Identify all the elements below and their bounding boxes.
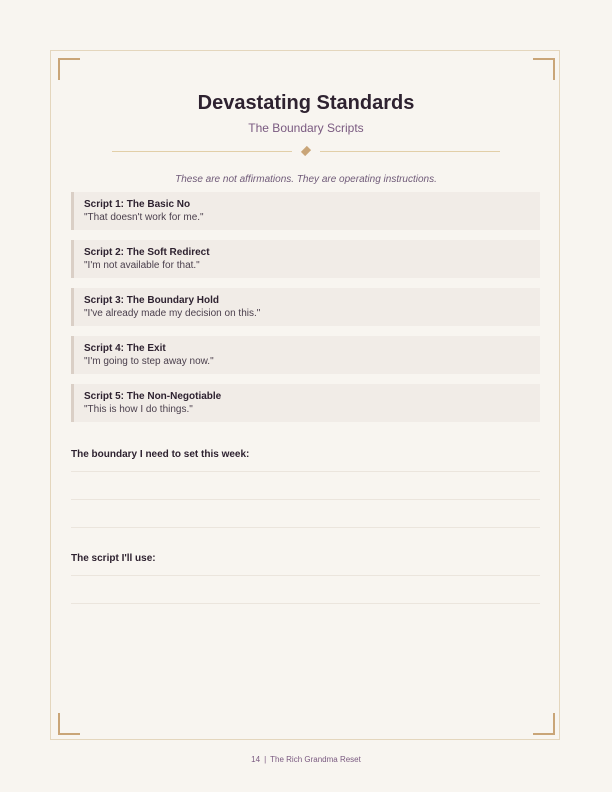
script-card-5 — [71, 384, 540, 422]
script-heading: Script 5: The Non-Negotiable — [84, 391, 222, 402]
corner-ornament-top-right — [533, 58, 555, 80]
corner-ornament-bottom-left — [58, 713, 80, 735]
script-text: "I'm not available for that." — [84, 260, 200, 271]
script-card-4 — [71, 336, 540, 374]
script-heading: Script 4: The Exit — [84, 343, 166, 354]
intro-text: These are not affirmations. They are operating instructions. — [175, 174, 437, 185]
script-write-line-1[interactable] — [71, 575, 540, 576]
boundary-prompt-label: The boundary I need to set this week: — [71, 449, 250, 460]
page-number: 14 — [251, 755, 261, 764]
page-title: Devastating Standards — [197, 92, 415, 114]
script-text: "That doesn't work for me." — [84, 212, 204, 223]
script-text: "I'm going to step away now." — [84, 356, 214, 367]
script-text: "This is how I do things." — [84, 404, 193, 415]
boundary-write-line-3[interactable] — [71, 527, 540, 528]
script-prompt-label: The script I'll use: — [71, 553, 156, 564]
script-list — [71, 192, 540, 432]
boundary-write-line-2[interactable] — [71, 499, 540, 500]
page-footer — [0, 755, 612, 765]
script-heading: Script 3: The Boundary Hold — [84, 295, 220, 306]
script-heading: Script 1: The Basic No — [84, 199, 191, 210]
script-card-2 — [71, 240, 540, 278]
boundary-write-line-1[interactable] — [71, 471, 540, 472]
script-write-line-2[interactable] — [71, 603, 540, 604]
divider-line-right — [320, 151, 500, 152]
script-text: "I've already made my decision on this." — [84, 308, 261, 319]
corner-ornament-top-left — [58, 58, 80, 80]
corner-ornament-bottom-right — [533, 713, 555, 735]
divider-line-left — [112, 151, 292, 152]
script-card-1 — [71, 192, 540, 230]
page-subtitle: The Boundary Scripts — [248, 121, 364, 135]
footer-separator: | — [264, 755, 267, 764]
book-title: The Rich Grandma Reset — [270, 755, 361, 764]
script-heading: Script 2: The Soft Redirect — [84, 247, 210, 258]
script-card-3 — [71, 288, 540, 326]
